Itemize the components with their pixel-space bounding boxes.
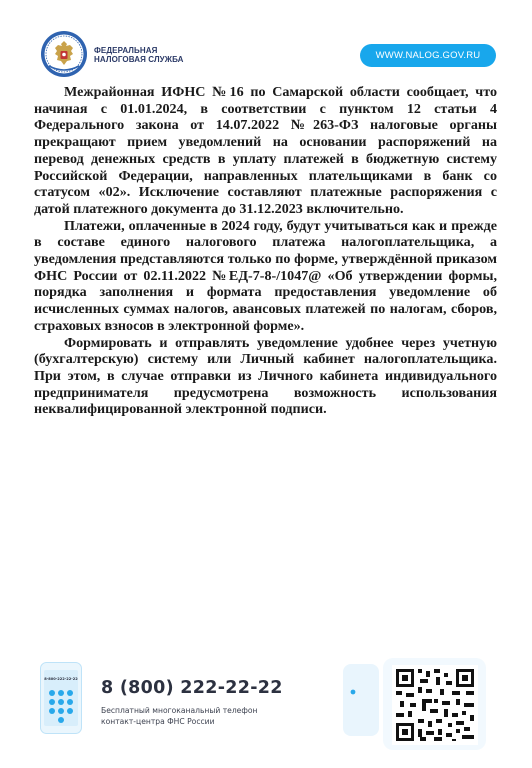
organization-name: ФЕДЕРАЛЬНАЯ НАЛОГОВАЯ СЛУЖБА (94, 46, 184, 64)
qr-code-icon[interactable] (343, 658, 486, 750)
notice-body (34, 84, 497, 418)
page-footer (0, 650, 532, 750)
website-link[interactable]: WWW.NALOG.GOV.RU (360, 44, 496, 67)
phone-screen-number: 8-800-222-22-22 (44, 677, 78, 681)
hotline-caption: Бесплатный многоканальный телефон контакт-центра ФНС России (101, 706, 258, 726)
smartphone-icon (40, 662, 82, 734)
hotline-phone-number[interactable]: 8 (800) 222-22-22 (101, 678, 283, 698)
notice-paragraph-2: Платежи, оплаченные в 2024 году, будут учитываться как и прежде в составе единого налогового платежа налогоплательщика, а уведомления представляются только по форме, утверждённой приказом ФНС России от 02.11.2022 №ЕД-7-8-/1047@ «Об утверждении формы, порядка заполнения и формата предоставления уведомление об исчисленных суммах налогов, авансовых платежей по налогам, сборов, страховых взносов в электронной форме». (34, 217, 497, 334)
notice-paragraph-3: Формировать и отправлять уведомление удобнее через учетную (бухгалтерскую) систему или Личный кабинет налогоплательщика. При этом, в случае отправки из Личного кабинета индивидуального предпринимателя предусмотрена возможность использования неквалифицированной электронной подписи. (34, 334, 497, 418)
fns-emblem-icon (40, 30, 88, 78)
page-header (40, 30, 496, 80)
notice-paragraph-1: Межрайонная ИФНС №16 по Самарской области сообщает, что начиная с 01.01.2024, в соответствии с пунктом 12 статьи 4 Федерального закона от 14.07.2022 №263-ФЗ налоговые органы прекращают прием уведомлений на основании распоряжений на перевод денежных средств в уплату платежей в бюджетную систему Российской Федерации, направленных плательщиками в банк со статусом «02». Исключение составляют платежные распоряжения с датой платежного документа до 31.12.2023 включительно. (34, 84, 497, 217)
